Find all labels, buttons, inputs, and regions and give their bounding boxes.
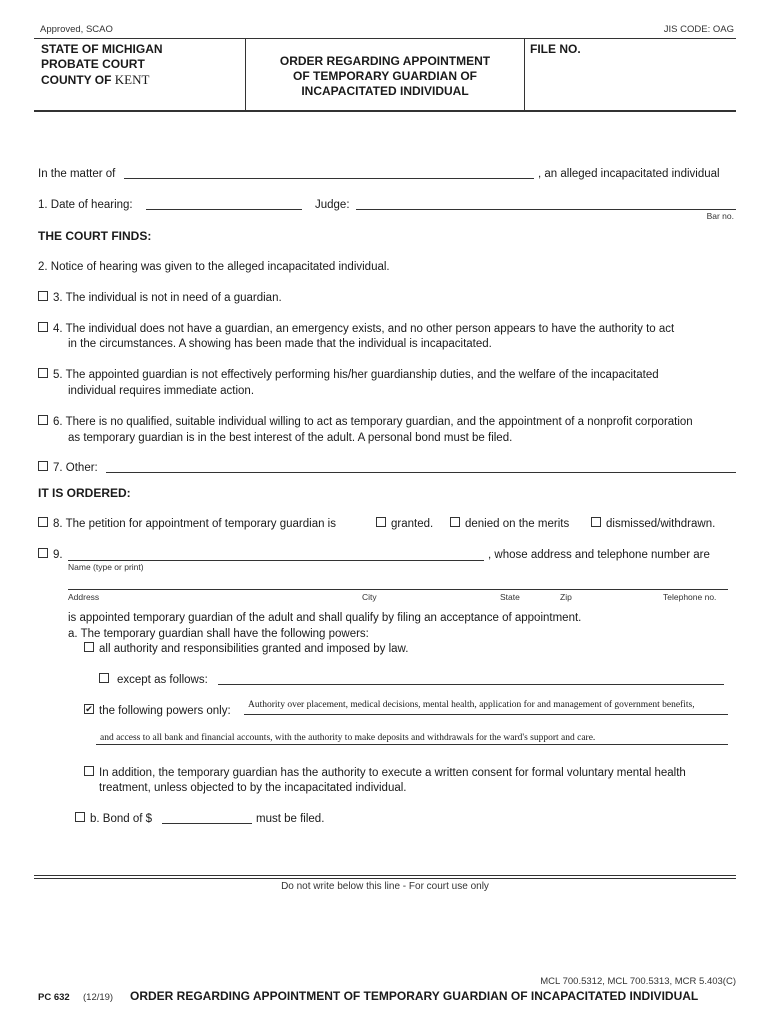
mental-health-line-1: In addition, the temporary guardian has the authority to execute a written consent for formal voluntary mental health — [99, 767, 686, 779]
hearing-date-field[interactable] — [146, 209, 302, 210]
all-authority-checkbox[interactable] — [84, 642, 94, 652]
address-caption: Address — [68, 592, 100, 602]
finding-4-line-2: in the circumstances. A showing has been made that the individual is incapacitated. — [68, 338, 492, 350]
zip-caption: Zip — [560, 592, 572, 602]
form-title-line-2: OF TEMPORARY GUARDIAN OF — [292, 69, 477, 83]
following-powers-field-2[interactable] — [96, 744, 728, 745]
all-authority-label: all authority and responsibilities granted and imposed by law. — [99, 643, 409, 655]
court-line-2: PROBATE COURT — [41, 57, 145, 71]
guardian-name-field[interactable] — [68, 560, 484, 561]
order-9-number: 9. — [53, 549, 63, 561]
bond-suffix: must be filed. — [256, 813, 325, 825]
order-8-text: 8. The petition for appointment of temporary guardian is — [53, 518, 336, 530]
judge-label: Judge: — [315, 199, 350, 211]
except-label: except as follows: — [117, 674, 208, 686]
mental-health-checkbox[interactable] — [84, 766, 94, 776]
finding-3-checkbox[interactable] — [38, 291, 48, 301]
finding-7-label: 7. Other: — [53, 462, 98, 474]
form-number: PC 632 — [38, 992, 70, 1003]
matter-name-field[interactable] — [124, 178, 534, 179]
county-row — [41, 72, 149, 88]
finding-6-line-2: as temporary guardian is in the best interest of the adult. A personal bond must be filed. — [68, 432, 513, 444]
dismissed-label: dismissed/withdrawn. — [606, 518, 716, 530]
except-field[interactable] — [218, 684, 724, 685]
guardian-address-field[interactable] — [68, 589, 728, 590]
bond-prefix: b. Bond of $ — [90, 813, 153, 825]
court-use-note: Do not write below this line - For court use only — [281, 881, 489, 892]
granted-label: granted. — [391, 518, 434, 530]
finding-6-line-1: 6. There is no qualified, suitable individual willing to act as temporary guardian, and the appointment of a nonprofit corporation — [53, 416, 693, 428]
appointed-text: is appointed temporary guardian of the adult and shall qualify by filing an acceptance of appointment. — [68, 612, 582, 624]
denied-checkbox[interactable] — [450, 517, 460, 527]
court-use-rule-1 — [34, 875, 736, 876]
approved-text: Approved, SCAO — [40, 24, 113, 35]
order-9-suffix: , whose address and telephone number are — [488, 549, 710, 561]
county-label: COUNTY OF — [41, 73, 112, 87]
header-divider-2 — [524, 38, 525, 110]
ordered-heading: IT IS ORDERED: — [38, 486, 131, 500]
dismissed-checkbox[interactable] — [591, 517, 601, 527]
finding-5-checkbox[interactable] — [38, 368, 48, 378]
finding-4-checkbox[interactable] — [38, 322, 48, 332]
form-title-line-3: INCAPACITATED INDIVIDUAL — [301, 84, 469, 98]
form-title-line-1: ORDER REGARDING APPOINTMENT — [279, 54, 491, 68]
order-9-checkbox[interactable] — [38, 548, 48, 558]
following-powers-value-2: and access to all bank and financial accounts, with the authority to make deposits and withdrawals for the ward's support and care. — [100, 733, 596, 743]
order-8-checkbox[interactable] — [38, 517, 48, 527]
bond-amount-field[interactable] — [162, 823, 252, 824]
phone-caption: Telephone no. — [663, 592, 717, 602]
except-checkbox[interactable] — [99, 673, 109, 683]
court-line-1: STATE OF MICHIGAN — [41, 42, 163, 56]
finding-5-line-2: individual requires immediate action. — [68, 385, 255, 397]
bar-no-caption: Bar no. — [706, 211, 734, 221]
hearing-date-label: 1. Date of hearing: — [38, 199, 133, 211]
finding-7-checkbox[interactable] — [38, 461, 48, 471]
name-caption: Name (type or print) — [68, 562, 144, 572]
finding-5-line-1: 5. The appointed guardian is not effectively performing his/her guardianship duties, and the welfare of the incapacitated — [53, 369, 659, 381]
court-use-rule-2 — [34, 878, 736, 879]
matter-prefix: In the matter of — [38, 168, 116, 180]
following-only-checkbox[interactable]: ✔ — [85, 704, 93, 714]
bond-checkbox[interactable] — [75, 812, 85, 822]
powers-intro: a. The temporary guardian shall have the following powers: — [68, 628, 369, 640]
file-no-label: FILE NO. — [530, 42, 581, 56]
state-caption: State — [500, 592, 520, 602]
finding-2: 2. Notice of hearing was given to the alleged incapacitated individual. — [38, 261, 390, 273]
court-finds-heading: THE COURT FINDS: — [38, 229, 152, 243]
citations: MCL 700.5312, MCL 700.5313, MCR 5.403(C) — [540, 976, 736, 987]
finding-6-checkbox[interactable] — [38, 415, 48, 425]
form-revision: (12/19) — [83, 992, 114, 1003]
following-powers-field-1[interactable] — [244, 714, 728, 715]
header-top-rule — [34, 38, 736, 39]
finding-4-line-1: 4. The individual does not have a guardian, an emergency exists, and no other person appears to have the authority to act — [53, 323, 675, 335]
mental-health-line-2: treatment, unless objected to by the incapacitated individual. — [99, 782, 407, 794]
denied-label: denied on the merits — [465, 518, 570, 530]
judge-field[interactable] — [356, 209, 736, 210]
granted-checkbox[interactable] — [376, 517, 386, 527]
finding-7-other-field[interactable] — [106, 472, 736, 473]
footer-title: ORDER REGARDING APPOINTMENT OF TEMPORARY GUARDIAN OF INCAPACITATED INDIVIDUAL — [130, 989, 699, 1003]
jis-code: JIS CODE: OAG — [663, 24, 734, 35]
following-powers-value-1: Authority over placement, medical decisions, mental health, application for and management of government benefits, — [248, 700, 695, 710]
finding-3: 3. The individual is not in need of a guardian. — [53, 292, 282, 304]
following-only-label: the following powers only: — [99, 705, 231, 717]
city-caption: City — [362, 592, 377, 602]
county-value[interactable]: KENT — [114, 72, 150, 87]
matter-suffix: , an alleged incapacitated individual — [538, 168, 720, 180]
header-bottom-rule — [34, 110, 736, 112]
